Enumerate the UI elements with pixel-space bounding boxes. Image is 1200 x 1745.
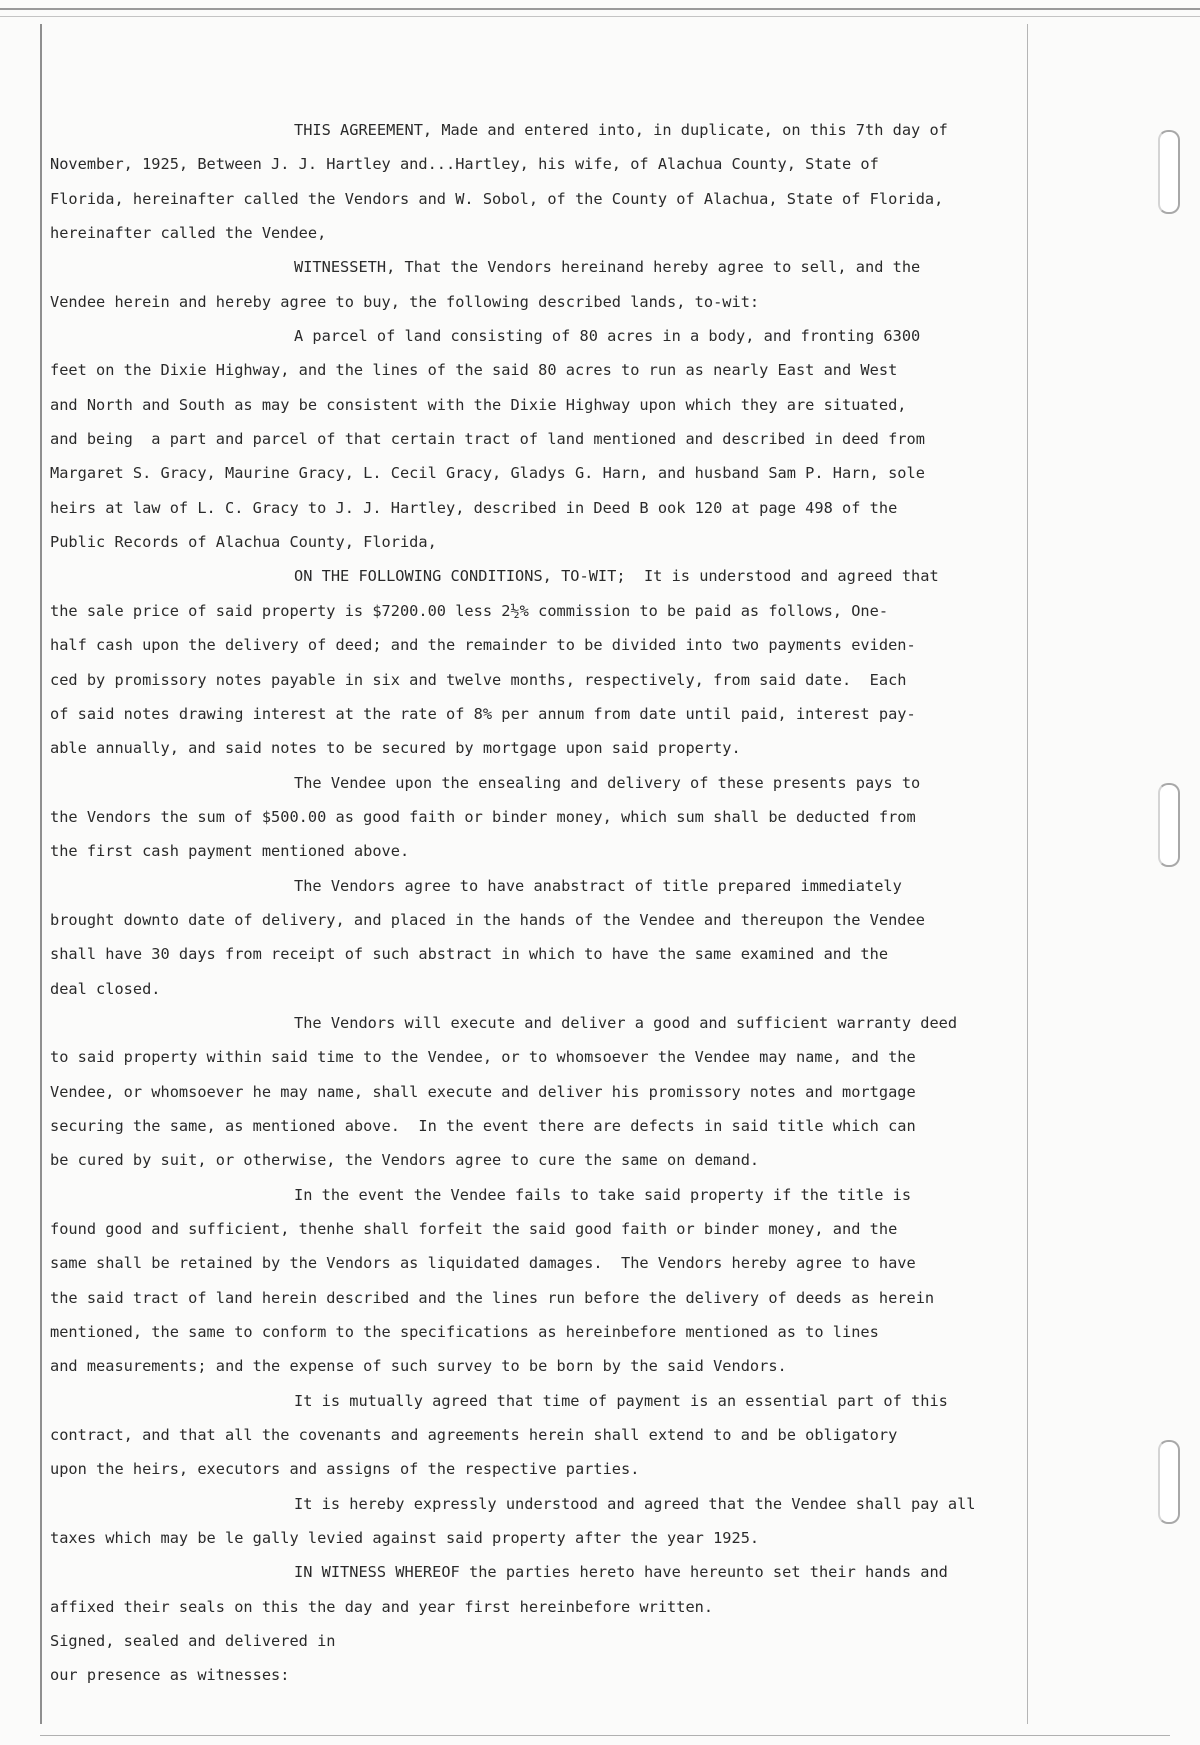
text-line: heirs at law of L. C. Gracy to J. J. Hartley, described in Deed B ook 120 at page 498 of the [50,498,898,517]
text-line: and measurements; and the expense of such survey to be born by the said Vendors. [50,1357,787,1376]
binder-hole-icon [1158,1440,1180,1524]
text-line: half cash upon the delivery of deed; and the remainder to be divided into two payments eviden- [50,636,916,655]
text-line: the said tract of land herein described and the lines run before the delivery of deeds as herein [50,1288,935,1307]
left-margin-line [40,24,42,1724]
text-line: A parcel of land consisting of 80 acres in a body, and fronting 6300 [294,327,921,346]
text-line: The Vendee upon the ensealing and delivery of these presents pays to [294,773,921,792]
text-line: the Vendors the sum of $500.00 as good faith or binder money, which sum shall be deducted from [50,807,916,826]
text-line: It is mutually agreed that time of payment is an essential part of this [294,1391,948,1410]
text-line: our presence as witnesses: [50,1666,290,1685]
text-line: Vendee herein and hereby agree to buy, the following described lands, to-wit: [50,292,760,311]
text-line: of said notes drawing interest at the rate of 8% per annum from date until paid, interest pay- [50,704,916,723]
text-line: deal closed. [50,979,161,998]
binder-hole-icon [1158,130,1180,214]
text-line: ON THE FOLLOWING CONDITIONS, TO-WIT; It is understood and agreed that [294,567,939,586]
text-line: Margaret S. Gracy, Maurine Gracy, L. Cecil Gracy, Gladys G. Harn, and husband Sam P. Harn, sole [50,464,925,483]
binder-hole-icon [1158,783,1180,867]
text-line: the sale price of said property is $7200.00 less 2½% commission to be paid as follows, One- [50,601,889,620]
text-line: shall have 30 days from receipt of such abstract in which to have the same examined and the [50,945,889,964]
text-line: taxes which may be le gally levied against said property after the year 1925. [50,1529,760,1548]
bottom-border-line [40,1735,1170,1736]
text-line: Signed, sealed and delivered in [50,1632,336,1651]
text-line: November, 1925, Between J. J. Hartley and...Hartley, his wife, of Alachua County, State of [50,155,879,174]
text-line: THIS AGREEMENT, Made and entered into, in duplicate, on this 7th day of [294,121,948,139]
text-line: be cured by suit, or otherwise, the Vendors agree to cure the same on demand. [50,1151,760,1170]
text-line: securing the same, as mentioned above. In the event there are defects in said title which can [50,1116,916,1135]
text-line: brought downto date of delivery, and placed in the hands of the Vendee and thereupon the Vendee [50,910,925,929]
text-line: the first cash payment mentioned above. [50,842,410,861]
text-line: and North and South as may be consistent with the Dixie Highway upon which they are situated, [50,395,907,414]
text-line: upon the heirs, executors and assigns of the respective parties. [50,1460,640,1479]
text-line: Vendee, or whomsoever he may name, shall execute and deliver his promissory notes and mortgage [50,1082,916,1101]
text-line: contract, and that all the covenants and agreements herein shall extend to and be obligatory [50,1426,898,1445]
text-line: feet on the Dixie Highway, and the lines of the said 80 acres to run as nearly East and West [50,361,898,380]
text-line: hereinafter called the Vendee, [50,224,327,243]
text-line: Florida, hereinafter called the Vendors and W. Sobol, of the County of Alachua, State of Florida, [50,189,944,208]
text-line: mentioned, the same to conform to the specifications as hereinbefore mentioned as to lines [50,1323,879,1342]
text-line: and being a part and parcel of that certain tract of land mentioned and described in deed from [50,430,925,449]
text-line: The Vendors will execute and deliver a good and sufficient warranty deed [294,1013,958,1032]
text-line: In the event the Vendee fails to take said property if the title is [294,1185,912,1204]
text-line: ced by promissory notes payable in six and twelve months, respectively, from said date. Each [50,670,907,689]
text-line: Public Records of Alachua County, Florida, [50,533,437,552]
text-line: WITNESSETH, That the Vendors hereinand hereby agree to sell, and the [294,258,921,277]
text-line: to said property within said time to the Vendee, or to whomsoever the Vendee may name, and the [50,1048,916,1067]
text-line: same shall be retained by the Vendors as liquidated damages. The Vendors hereby agree to have [50,1254,916,1273]
text-line: able annually, and said notes to be secured by mortgage upon said property. [50,739,741,758]
top-border-line [0,8,1200,17]
text-line: found good and sufficient, thenhe shall forfeit the said good faith or binder money, and the [50,1220,898,1238]
text-line: affixed their seals on this the day and year first hereinbefore written. [50,1597,714,1616]
text-line: It is hereby expressly understood and agreed that the Vendee shall pay all [294,1494,976,1513]
agreement-body-text [50,113,1050,1703]
text-line: The Vendors agree to have anabstract of title prepared immediately [294,876,902,895]
text-line: IN WITNESS WHEREOF the parties hereto have hereunto set their hands and [294,1563,948,1582]
